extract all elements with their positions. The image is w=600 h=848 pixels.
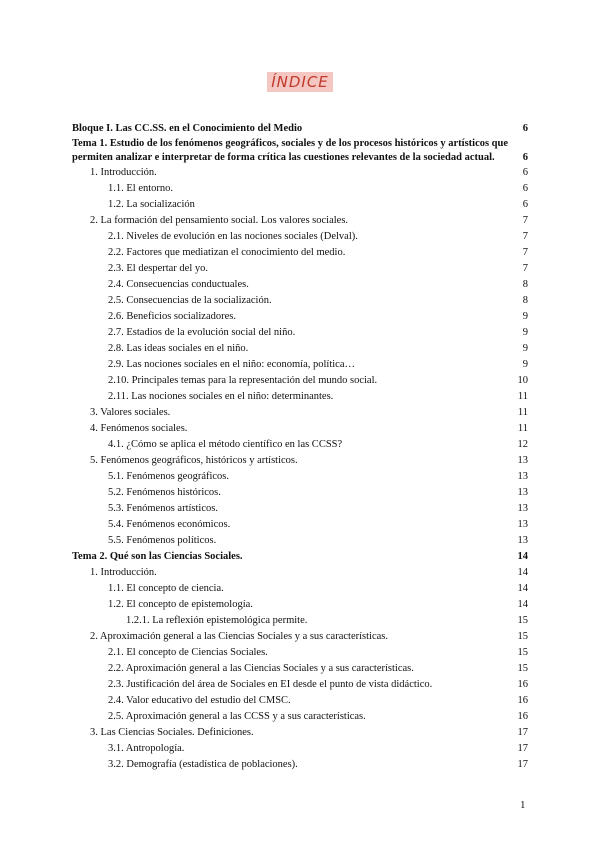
toc-entry-title: 1. Introducción. (90, 567, 157, 578)
toc-entry-title: 1.1. El entorno. (108, 183, 174, 194)
toc-entry-page: 16 (517, 695, 528, 706)
toc-entry (72, 309, 528, 325)
toc-entry-page: 13 (517, 503, 528, 514)
toc-entry-page: 6 (522, 152, 528, 163)
toc-entry-page: 13 (517, 455, 528, 466)
toc-entry-title: 1. Introducción. (90, 167, 157, 178)
toc-entry-page: 9 (522, 327, 528, 338)
toc-entry-title: 1.1. El concepto de ciencia. (108, 583, 224, 594)
toc-entry (72, 645, 528, 661)
toc-entry-title: 5.5. Fenómenos políticos. (108, 535, 217, 546)
toc-entry-title: 1.2. El concepto de epistemología. (108, 599, 253, 610)
toc-entry-title: 2.1. Niveles de evolución en las nociones sociales (Delval). (108, 231, 358, 242)
toc-entry-page: 15 (517, 663, 528, 674)
toc-entry-page: 12 (517, 439, 528, 450)
toc-entry-title: 3.1. Antropología. (108, 743, 185, 754)
toc-entry-title: 2.6. Beneficios socializadores. (108, 311, 236, 322)
toc-entry (72, 137, 528, 165)
table-of-contents (72, 121, 528, 773)
toc-entry (72, 725, 528, 741)
toc-entry (72, 373, 528, 389)
toc-entry-page: 15 (517, 647, 528, 658)
toc-entry-page: 6 (522, 183, 528, 194)
toc-entry-page: 17 (517, 727, 528, 738)
toc-entry (72, 485, 528, 501)
toc-entry (72, 469, 528, 485)
toc-entry (72, 741, 528, 757)
page-number: 1 (520, 799, 526, 811)
toc-entry (72, 389, 528, 405)
toc-entry (72, 357, 528, 373)
toc-entry-page: 8 (522, 279, 528, 290)
toc-entry-page: 14 (517, 583, 528, 594)
toc-entry-page: 8 (522, 295, 528, 306)
toc-entry-page: 13 (517, 487, 528, 498)
toc-entry-title: 2.5. Consecuencias de la socialización. (108, 295, 272, 306)
toc-entry-title: 2.1. El concepto de Ciencias Sociales. (108, 647, 268, 658)
toc-entry-page: 11 (517, 391, 528, 402)
toc-entry-page: 9 (522, 359, 528, 370)
toc-entry (72, 581, 528, 597)
toc-entry-page: 15 (517, 631, 528, 642)
toc-entry-page: 14 (517, 599, 528, 610)
toc-entry (72, 165, 528, 181)
toc-entry-title: 2.10. Principales temas para la representación del mundo social. (108, 375, 378, 386)
toc-entry-page: 9 (522, 343, 528, 354)
toc-entry-title: 3.2. Demografía (estadística de poblaciones). (108, 759, 298, 770)
toc-entry (72, 709, 528, 725)
toc-entry (72, 181, 528, 197)
toc-entry (72, 213, 528, 229)
toc-entry-title: 2.3. El despertar del yo. (108, 263, 209, 274)
toc-entry-title: 2.2. Aproximación general a las Ciencias Sociales y a sus características. (108, 663, 414, 674)
toc-entry-title: 2.7. Estadios de la evolución social del niño. (108, 327, 296, 338)
toc-entry-title: 4. Fenómenos sociales. (90, 423, 188, 434)
toc-entry (72, 261, 528, 277)
toc-entry-title: 2.9. Las nociones sociales en el niño: economía, política… (108, 359, 355, 370)
toc-entry-title: 5.1. Fenómenos geográficos. (108, 471, 230, 482)
index-title: ÍNDICE (267, 72, 333, 92)
toc-entry-page: 13 (517, 519, 528, 530)
toc-entry-page: 13 (517, 471, 528, 482)
toc-entry-page: 14 (517, 567, 528, 578)
toc-entry-page: 16 (517, 679, 528, 690)
toc-entry-page: 14 (517, 551, 528, 562)
toc-entry (72, 245, 528, 261)
toc-entry-page: 6 (522, 123, 528, 134)
toc-entry-title: Bloque I. Las CC.SS. en el Conocimiento del Medio (72, 123, 303, 134)
toc-entry-title: 5.3. Fenómenos artísticos. (108, 503, 218, 514)
toc-entry (72, 341, 528, 357)
toc-entry-title: 3. Valores sociales. (90, 407, 171, 418)
toc-entry (72, 421, 528, 437)
toc-entry (72, 293, 528, 309)
toc-entry-title: 3. Las Ciencias Sociales. Definiciones. (90, 727, 254, 738)
toc-entry (72, 121, 528, 137)
toc-entry (72, 501, 528, 517)
toc-entry-title: 1.2. La socialización (108, 199, 195, 210)
toc-entry-title: 2.5. Aproximación general a las CCSS y a sus características. (108, 711, 366, 722)
toc-entry-title: 2. La formación del pensamiento social. Los valores sociales. (90, 215, 349, 226)
toc-entry-page: 6 (522, 167, 528, 178)
toc-entry (72, 229, 528, 245)
toc-entry-page: 11 (517, 423, 528, 434)
toc-entry-page: 16 (517, 711, 528, 722)
toc-entry (72, 597, 528, 613)
toc-entry (72, 517, 528, 533)
toc-entry-page: 15 (517, 615, 528, 626)
toc-entry (72, 453, 528, 469)
toc-entry-page: 11 (517, 407, 528, 418)
toc-entry-title: 5. Fenómenos geográficos, históricos y artísticos. (90, 455, 298, 466)
toc-entry-page: 7 (522, 263, 528, 274)
toc-entry-title: Tema 1. Estudio de los fenómenos geográficos, sociales y de los procesos históricos y artísticos que permiten analizar e interpretar de forma crítica las cuestiones relevantes de la sociedad actual. (72, 138, 509, 163)
toc-entry (72, 565, 528, 581)
toc-entry-title: 2.2. Factores que mediatizan el conocimiento del medio. (108, 247, 346, 258)
toc-entry-title: 5.4. Fenómenos económicos. (108, 519, 231, 530)
toc-entry (72, 197, 528, 213)
toc-entry (72, 629, 528, 645)
toc-entry-title: 2.8. Las ideas sociales en el niño. (108, 343, 249, 354)
toc-entry-page: 17 (517, 759, 528, 770)
title-wrap (0, 72, 600, 92)
toc-entry-title: 2.11. Las nociones sociales en el niño: determinantes. (108, 391, 334, 402)
toc-entry-page: 7 (522, 247, 528, 258)
toc-entry (72, 549, 528, 565)
toc-entry-page: 13 (517, 535, 528, 546)
toc-entry (72, 277, 528, 293)
toc-entry-page: 17 (517, 743, 528, 754)
toc-entry-title: 2.4. Consecuencias conductuales. (108, 279, 249, 290)
toc-entry (72, 693, 528, 709)
toc-entry (72, 325, 528, 341)
toc-entry (72, 677, 528, 693)
toc-entry-page: 7 (522, 215, 528, 226)
toc-entry-title: 2. Aproximación general a las Ciencias Sociales y a sus características. (90, 631, 388, 642)
toc-entry-page: 10 (517, 375, 528, 386)
toc-entry-page: 6 (522, 199, 528, 210)
toc-entry-title: 2.4. Valor educativo del estudio del CMSC. (108, 695, 291, 706)
toc-entry (72, 437, 528, 453)
toc-entry (72, 405, 528, 421)
toc-entry (72, 757, 528, 773)
toc-entry (72, 661, 528, 677)
toc-entry-title: 4.1. ¿Cómo se aplica el método científico en las CCSS? (108, 439, 343, 450)
toc-entry-page: 7 (522, 231, 528, 242)
toc-entry (72, 533, 528, 549)
toc-entry (72, 613, 528, 629)
toc-entry-title: 1.2.1. La reflexión epistemológica permite. (126, 615, 308, 626)
toc-entry-title: 5.2. Fenómenos históricos. (108, 487, 221, 498)
toc-entry-page: 9 (522, 311, 528, 322)
toc-entry-title: 2.3. Justificación del área de Sociales en EI desde el punto de vista didáctico. (108, 679, 433, 690)
toc-entry-title: Tema 2. Qué son las Ciencias Sociales. (72, 551, 243, 562)
